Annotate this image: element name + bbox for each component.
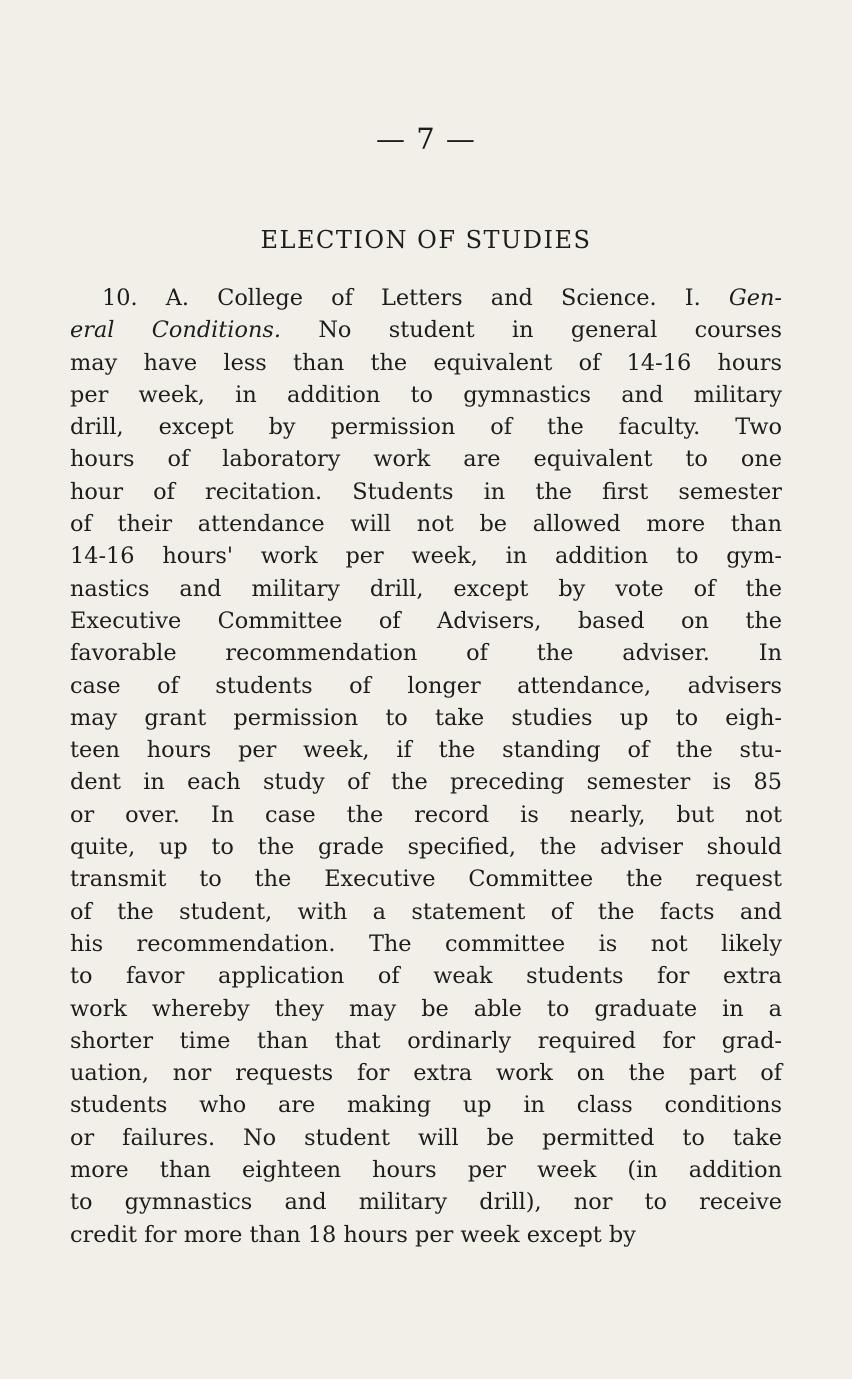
- text-line: of the student, with a statement of the facts and: [70, 898, 782, 925]
- text-line: Executive Committee of Advisers, based on the: [70, 607, 782, 634]
- text-line: per week, in addition to gymnastics and military: [70, 381, 782, 408]
- text-line-content: No student in general courses: [318, 317, 782, 344]
- italic-heading-fragment: eral Conditions.: [70, 317, 281, 344]
- text-line: [70, 282, 782, 314]
- italic-heading-fragment: Gen-: [728, 285, 782, 311]
- text-line: of their attendance will not be allowed more than: [70, 511, 782, 538]
- text-line: more than eighteen hours per week (in addition: [70, 1157, 782, 1184]
- text-line: transmit to the Executive Committee the request: [70, 866, 782, 893]
- text-line: shorter time than that ordinarly required for grad-: [70, 1027, 782, 1054]
- text-line: nastics and military drill, except by vote of the: [70, 575, 782, 602]
- text-line: dent in each study of the preceding semester is 85: [70, 769, 782, 796]
- section-heading: ELECTION OF STUDIES: [260, 226, 592, 254]
- text-line-content: 10. A. College of Letters and Science. I.: [102, 285, 701, 311]
- text-line: work whereby they may be able to graduate in a: [70, 995, 782, 1022]
- text-line: or over. In case the record is nearly, but not: [70, 801, 782, 828]
- text-line: drill, except by permission of the faculty. Two: [70, 414, 782, 441]
- text-line: uation, nor requests for extra work on the part of: [70, 1060, 782, 1087]
- text-line: to gymnastics and military drill), nor to receive: [70, 1189, 782, 1216]
- text-line: teen hours per week, if the standing of the stu-: [70, 737, 782, 764]
- text-line: or failures. No student will be permitted to take: [70, 1124, 782, 1151]
- text-line: 14-16 hours' work per week, in addition to gym-: [70, 543, 782, 570]
- text-line: favorable recommendation of the adviser. In: [70, 640, 782, 667]
- text-line: case of students of longer attendance, advisers: [70, 672, 782, 699]
- text-line: quite, up to the grade specified, the adviser should: [70, 834, 782, 861]
- text-line: hours of laboratory work are equivalent to one: [70, 446, 782, 473]
- text-line: his recommendation. The committee is not likely: [70, 930, 782, 957]
- body-paragraph: [70, 282, 782, 1251]
- text-line: may grant permission to take studies up to eigh-: [70, 704, 782, 731]
- text-line: may have less than the equivalent of 14-16 hours: [70, 349, 782, 376]
- text-line: hour of recitation. Students in the first semester: [70, 478, 782, 505]
- text-line: to favor application of weak students for extra: [70, 963, 782, 990]
- text-line: [70, 314, 782, 346]
- page-number: — 7 —: [376, 122, 476, 156]
- text-line: students who are making up in class conditions: [70, 1092, 782, 1119]
- text-line: credit for more than 18 hours per week except by: [70, 1221, 636, 1248]
